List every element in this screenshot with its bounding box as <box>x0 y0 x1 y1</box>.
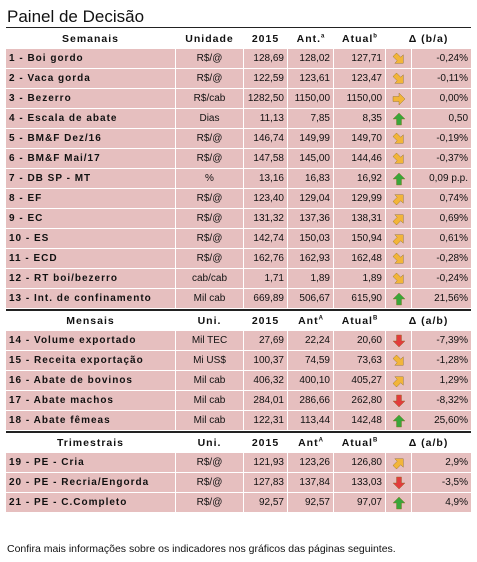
indicator-name: 11 - ECD <box>6 249 176 268</box>
indicator-name: 1 - Boi gordo <box>6 49 176 68</box>
year-value: 284,01 <box>244 391 288 410</box>
table-row <box>6 391 471 410</box>
unit-cell: Mil cab <box>176 371 244 390</box>
previous-value: 129,04 <box>288 189 334 208</box>
unit-cell: R$/@ <box>176 473 244 492</box>
year-header: 2015 <box>244 312 288 330</box>
delta-value: 25,60% <box>412 411 471 430</box>
indicator-name: 4 - Escala de abate <box>6 109 176 128</box>
table-row <box>6 249 471 268</box>
year-value: 11,13 <box>244 109 288 128</box>
table-row <box>6 229 471 248</box>
unit-cell: Mil cab <box>176 289 244 308</box>
previous-value: 16,83 <box>288 169 334 188</box>
current-value: 8,35 <box>334 109 386 128</box>
previous-header: Ant.$^a$ <box>288 30 334 48</box>
page-title: Painel de Decisão <box>6 0 471 28</box>
current-header: Atual$^B$ <box>334 434 386 452</box>
table-row <box>6 49 471 68</box>
year-header: 2015 <box>244 30 288 48</box>
indicator-name: 10 - ES <box>6 229 176 248</box>
unit-cell: R$/@ <box>176 249 244 268</box>
previous-value: 74,59 <box>288 351 334 370</box>
unit-cell: Mil cab <box>176 411 244 430</box>
previous-value: 150,03 <box>288 229 334 248</box>
delta-value: 0,69% <box>412 209 471 228</box>
previous-value: 162,93 <box>288 249 334 268</box>
delta-value: -0,19% <box>412 129 471 148</box>
indicator-name: 7 - DB SP - MT <box>6 169 176 188</box>
year-value: 669,89 <box>244 289 288 308</box>
previous-value: 123,26 <box>288 453 334 472</box>
delta-value: 1,29% <box>412 371 471 390</box>
table-row <box>6 89 471 108</box>
current-value: 133,03 <box>334 473 386 492</box>
current-value: 127,71 <box>334 49 386 68</box>
arrow-down-icon <box>386 473 412 492</box>
indicator-name: 14 - Volume exportado <box>6 331 176 350</box>
delta-value: -3,5% <box>412 473 471 492</box>
current-value: 73,63 <box>334 351 386 370</box>
delta-value: -8,32% <box>412 391 471 410</box>
delta-header: Δ (a/b) <box>386 312 471 330</box>
current-value: 16,92 <box>334 169 386 188</box>
delta-value: 21,56% <box>412 289 471 308</box>
year-value: 162,76 <box>244 249 288 268</box>
current-header: Atual$^b$ <box>334 30 386 48</box>
indicator-name: 9 - EC <box>6 209 176 228</box>
arrow-down-right-icon <box>386 249 412 268</box>
decision-panel <box>6 29 471 513</box>
current-value: 129,99 <box>334 189 386 208</box>
indicator-name: 12 - RT boi/bezerro <box>6 269 176 288</box>
year-value: 92,57 <box>244 493 288 512</box>
year-value: 128,69 <box>244 49 288 68</box>
delta-value: -0,11% <box>412 69 471 88</box>
section-name: Semanais <box>6 30 176 48</box>
previous-value: 7,85 <box>288 109 334 128</box>
current-value: 1150,00 <box>334 89 386 108</box>
indicator-name: 15 - Receita exportação <box>6 351 176 370</box>
year-value: 122,59 <box>244 69 288 88</box>
section-header <box>6 312 471 330</box>
unit-header: Unidade <box>176 30 244 48</box>
previous-value: 137,84 <box>288 473 334 492</box>
current-value: 615,90 <box>334 289 386 308</box>
delta-value: 4,9% <box>412 493 471 512</box>
table-row <box>6 473 471 492</box>
arrow-up-right-icon <box>386 371 412 390</box>
unit-cell: R$/@ <box>176 69 244 88</box>
current-value: 138,31 <box>334 209 386 228</box>
year-value: 146,74 <box>244 129 288 148</box>
current-value: 149,70 <box>334 129 386 148</box>
table-row <box>6 411 471 430</box>
arrow-up-icon <box>386 289 412 308</box>
current-value: 144,46 <box>334 149 386 168</box>
arrow-down-right-icon <box>386 129 412 148</box>
arrow-up-right-icon <box>386 453 412 472</box>
current-value: 142,48 <box>334 411 386 430</box>
delta-value: 0,61% <box>412 229 471 248</box>
arrow-up-right-icon <box>386 189 412 208</box>
year-value: 127,83 <box>244 473 288 492</box>
current-value: 150,94 <box>334 229 386 248</box>
table-row <box>6 289 471 308</box>
table-row <box>6 269 471 288</box>
year-value: 1,71 <box>244 269 288 288</box>
previous-value: 128,02 <box>288 49 334 68</box>
previous-value: 137,36 <box>288 209 334 228</box>
unit-header: Uni. <box>176 434 244 452</box>
indicator-name: 8 - EF <box>6 189 176 208</box>
table-row <box>6 493 471 512</box>
section-divider <box>6 431 471 433</box>
indicator-name: 20 - PE - Recria/Engorda <box>6 473 176 492</box>
delta-value: -0,24% <box>412 49 471 68</box>
previous-value: 22,24 <box>288 331 334 350</box>
delta-value: 0,74% <box>412 189 471 208</box>
indicator-name: 5 - BM&F Dez/16 <box>6 129 176 148</box>
previous-value: 123,61 <box>288 69 334 88</box>
table-row <box>6 331 471 350</box>
year-value: 131,32 <box>244 209 288 228</box>
delta-value: -0,37% <box>412 149 471 168</box>
delta-value: 0,50 <box>412 109 471 128</box>
previous-value: 145,00 <box>288 149 334 168</box>
indicator-name: 13 - Int. de confinamento <box>6 289 176 308</box>
indicator-name: 21 - PE - C.Completo <box>6 493 176 512</box>
previous-value: 286,66 <box>288 391 334 410</box>
arrow-up-icon <box>386 169 412 188</box>
table-row <box>6 453 471 472</box>
unit-cell: Mi US$ <box>176 351 244 370</box>
table-row <box>6 149 471 168</box>
arrow-down-right-icon <box>386 49 412 68</box>
unit-cell: R$/@ <box>176 453 244 472</box>
unit-cell: R$/@ <box>176 229 244 248</box>
unit-cell: R$/@ <box>176 129 244 148</box>
section-name: Mensais <box>6 312 176 330</box>
year-header: 2015 <box>244 434 288 452</box>
year-value: 13,16 <box>244 169 288 188</box>
arrow-down-icon <box>386 331 412 350</box>
indicator-name: 17 - Abate machos <box>6 391 176 410</box>
unit-cell: Mil cab <box>176 391 244 410</box>
unit-cell: % <box>176 169 244 188</box>
current-value: 162,48 <box>334 249 386 268</box>
section-divider <box>6 309 471 311</box>
arrow-right-icon <box>386 89 412 108</box>
table-row <box>6 69 471 88</box>
previous-value: 1,89 <box>288 269 334 288</box>
unit-cell: R$/cab <box>176 89 244 108</box>
arrow-down-right-icon <box>386 69 412 88</box>
current-value: 262,80 <box>334 391 386 410</box>
indicator-name: 19 - PE - Cria <box>6 453 176 472</box>
previous-header: Ant$^A$ <box>288 312 334 330</box>
year-value: 100,37 <box>244 351 288 370</box>
previous-value: 1150,00 <box>288 89 334 108</box>
previous-value: 113,44 <box>288 411 334 430</box>
previous-value: 400,10 <box>288 371 334 390</box>
year-value: 123,40 <box>244 189 288 208</box>
delta-value: -0,24% <box>412 269 471 288</box>
decision-table <box>6 29 471 513</box>
unit-cell: cab/cab <box>176 269 244 288</box>
table-row <box>6 109 471 128</box>
current-value: 126,80 <box>334 453 386 472</box>
arrow-up-icon <box>386 411 412 430</box>
table-row <box>6 209 471 228</box>
table-row <box>6 371 471 390</box>
table-row <box>6 189 471 208</box>
unit-cell: R$/@ <box>176 49 244 68</box>
table-row <box>6 351 471 370</box>
arrow-up-icon <box>386 109 412 128</box>
current-value: 405,27 <box>334 371 386 390</box>
previous-header: Ant$^A$ <box>288 434 334 452</box>
unit-cell: Dias <box>176 109 244 128</box>
year-value: 406,32 <box>244 371 288 390</box>
indicator-name: 6 - BM&F Mai/17 <box>6 149 176 168</box>
unit-cell: R$/@ <box>176 493 244 512</box>
current-value: 97,07 <box>334 493 386 512</box>
table-row <box>6 129 471 148</box>
delta-value: 0,09 p.p. <box>412 169 471 188</box>
delta-header: Δ (a/b) <box>386 434 471 452</box>
unit-cell: R$/@ <box>176 209 244 228</box>
arrow-up-icon <box>386 493 412 512</box>
arrow-up-right-icon <box>386 229 412 248</box>
year-value: 27,69 <box>244 331 288 350</box>
footnote: Confira mais informações sobre os indicadores nos gráficos das páginas seguintes. <box>7 543 396 555</box>
indicator-name: 2 - Vaca gorda <box>6 69 176 88</box>
year-value: 121,93 <box>244 453 288 472</box>
current-value: 20,60 <box>334 331 386 350</box>
year-value: 122,31 <box>244 411 288 430</box>
year-value: 1282,50 <box>244 89 288 108</box>
delta-value: 2,9% <box>412 453 471 472</box>
current-value: 1,89 <box>334 269 386 288</box>
arrow-down-right-icon <box>386 149 412 168</box>
arrow-down-icon <box>386 391 412 410</box>
arrow-down-right-icon <box>386 351 412 370</box>
delta-value: -0,28% <box>412 249 471 268</box>
previous-value: 149,99 <box>288 129 334 148</box>
arrow-down-right-icon <box>386 269 412 288</box>
unit-cell: R$/@ <box>176 189 244 208</box>
unit-cell: Mil TEC <box>176 331 244 350</box>
section-header <box>6 434 471 452</box>
year-value: 142,74 <box>244 229 288 248</box>
previous-value: 92,57 <box>288 493 334 512</box>
indicator-name: 18 - Abate fêmeas <box>6 411 176 430</box>
indicator-name: 16 - Abate de bovinos <box>6 371 176 390</box>
delta-header: Δ (b/a) <box>386 30 471 48</box>
current-header: Atual$^B$ <box>334 312 386 330</box>
section-name: Trimestrais <box>6 434 176 452</box>
indicator-name: 3 - Bezerro <box>6 89 176 108</box>
arrow-up-right-icon <box>386 209 412 228</box>
delta-value: -7,39% <box>412 331 471 350</box>
unit-cell: R$/@ <box>176 149 244 168</box>
current-value: 123,47 <box>334 69 386 88</box>
delta-value: -1,28% <box>412 351 471 370</box>
year-value: 147,58 <box>244 149 288 168</box>
section-header <box>6 30 471 48</box>
table-row <box>6 169 471 188</box>
unit-header: Uni. <box>176 312 244 330</box>
previous-value: 506,67 <box>288 289 334 308</box>
delta-value: 0,00% <box>412 89 471 108</box>
